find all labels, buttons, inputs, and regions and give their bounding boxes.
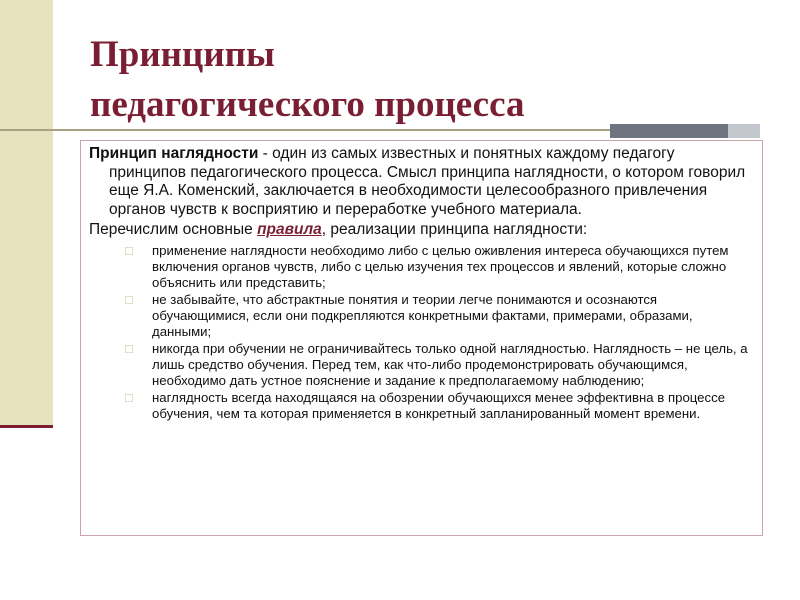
intro-text: - один из самых известных и понятных каждому педагогу принципов педагогического процесса. Смысл принципа наглядности, о котором говорил еще Я.А. Коменский, заключается в необходимости целесообразного привлечения органов чувств к восприятию и переработке учебного материала. — [109, 145, 746, 218]
rule-text: наглядность всегда находящаяся на обозрении обучающихся менее эффективна в процессе обучения, чем та которая применяется в конкретный запланированный момент времени. — [152, 389, 726, 421]
rules-keyword-link[interactable]: правила — [257, 221, 322, 238]
content-box — [80, 140, 763, 536]
left-accent-line — [0, 425, 53, 428]
rule-text: не забывайте, что абстрактные понятия и теории легче понимаются и осознаются обучающимися, если они подкрепляются конкретными фактами, примерами, образами, данными; — [152, 291, 693, 339]
bullet-icon: □ — [125, 340, 133, 356]
divider-block-light — [728, 124, 760, 138]
bullet-icon: □ — [125, 389, 133, 405]
rules-intro-paragraph — [89, 221, 748, 240]
rule-text: применение наглядности необходимо либо с целью оживления интереса обучающихся путем включения органов чувств, либо с целью изучения тех процессов и явлений, которые сложно объяснить или представить; — [152, 242, 729, 290]
title-divider — [0, 129, 610, 131]
divider-block-dark — [610, 124, 728, 138]
list-item — [89, 292, 748, 340]
rules-list — [89, 243, 748, 422]
list-item — [89, 390, 748, 422]
title-line-2: педагогического процесса — [90, 84, 525, 125]
rules-intro-after: , реализации принципа наглядности: — [321, 221, 588, 238]
bullet-icon: □ — [125, 291, 133, 307]
rules-intro-before: Перечислим основные — [89, 221, 258, 238]
rule-text: никогда при обучении не ограничивайтесь только одной наглядностью. Наглядность – не цель, а лишь средство обучения. Перед тем, как что-либо продемонстрировать обучающимся, необходимо дать устное пояснение и задание к предполагаемому наблюдению; — [152, 340, 748, 388]
intro-term: Принцип наглядности — [89, 145, 259, 162]
intro-paragraph — [89, 145, 748, 219]
left-accent-bar — [0, 0, 53, 425]
list-item — [89, 243, 748, 291]
bullet-icon: □ — [125, 242, 133, 258]
title-line-1: Принципы — [90, 34, 275, 75]
slide-title — [90, 30, 524, 130]
list-item — [89, 341, 748, 389]
